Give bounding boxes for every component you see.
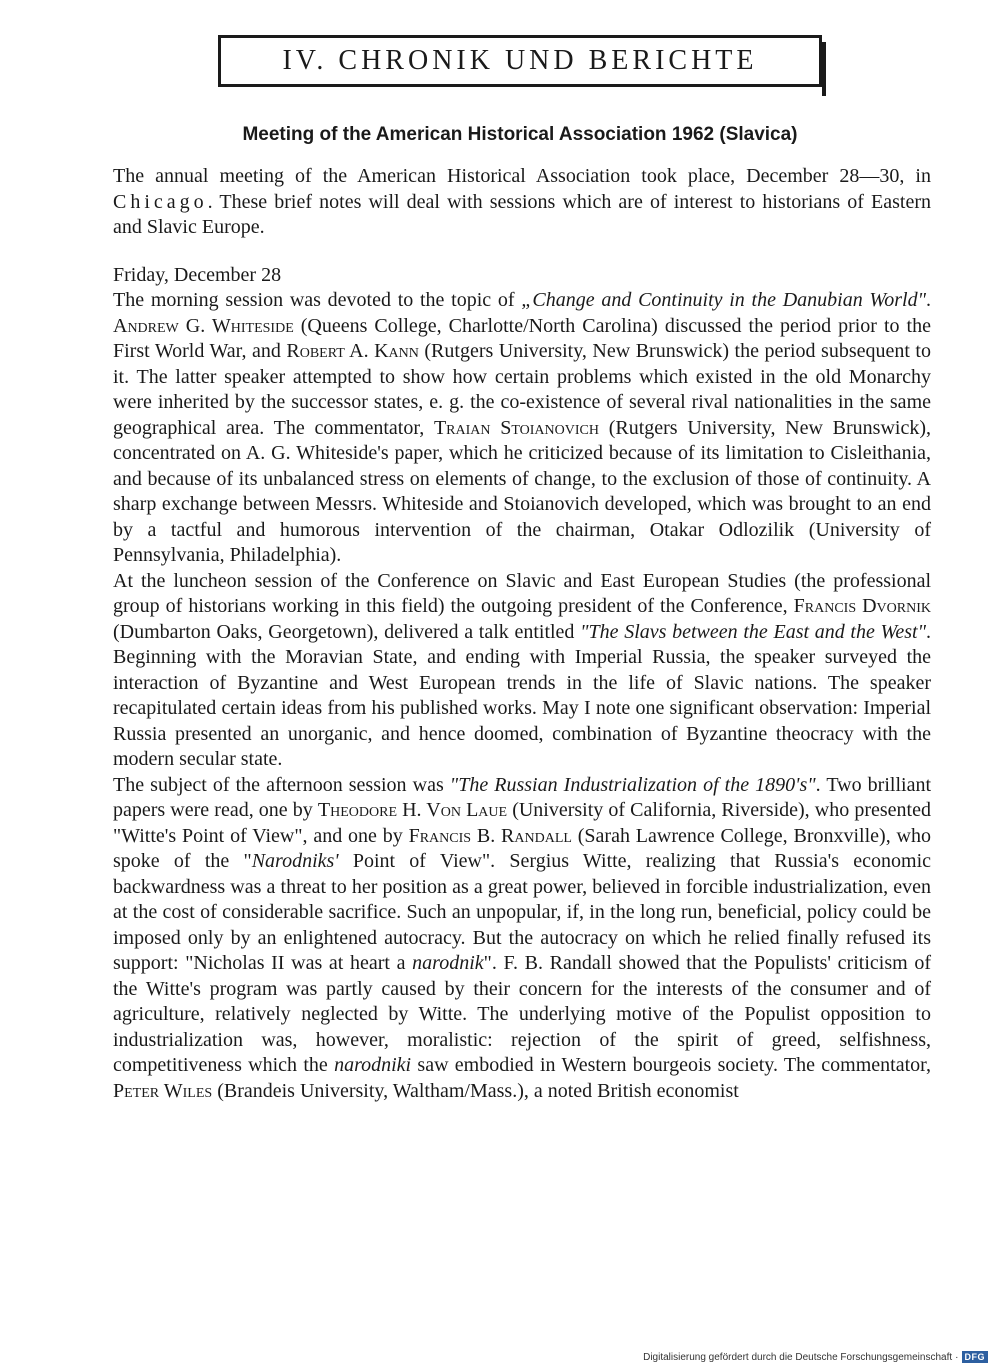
talk-title: "The Slavs between the East and the West" xyxy=(580,620,926,643)
speaker-name: Robert A. Kann xyxy=(286,340,419,362)
commentator-name: Peter Wiles xyxy=(113,1079,213,1102)
speaker-name: Francis B. Randall xyxy=(408,824,572,847)
article-title: Meeting of the American Historical Association 1962 (Slavica) xyxy=(242,124,798,145)
digitization-footer: Digitalisierung gefördert durch die Deutsche Forschungsgemeinschaft · DFG xyxy=(643,1351,988,1363)
afternoon-session-paragraph: The subject of the afternoon session was "The Russian Industrialization of the 1890's". Two brilliant papers were read, one by Theodore H. Von Laue (University of California, Riverside), who presented "Witte's Point of View", and one by Francis B. Randall (Sarah Lawrence College, Bronxville), who spoke of the "Narodniks' Point of View". Sergius Witte, realizing that Russia's economic backwardness was a threat to her position as a great power, believed in forcible industrialization, even at the cost of considerable sacrifice. Such an unpopular, if, in the long run, beneficial, policy could be imposed only by an enlightened autocracy. But the autocracy on which he relied finally refused its support: "Nicholas II was at heart a narodnik". F. B. Randall showed that the Populists' criticism of the Witte's program was partly caused by their concern for the interests of the consumer and of agriculture, relatively neglected by Witte. The underlying motive of the Populist opposition to industrialization was, however, moralistic: rejection of the spirit of greed, selfishness, competitiveness which the narodniki saw embodied in Western bourgeois society. The commentator, Peter Wiles (Brandeis University, Waltham/Mass.), a noted British economist xyxy=(113,773,932,1102)
dfg-logo-icon: DFG xyxy=(962,1351,989,1363)
city-name: Chicago xyxy=(113,190,208,213)
speaker-name: Theodore H. Von Laue xyxy=(317,799,508,821)
section-header-box xyxy=(218,35,822,87)
luncheon-session-paragraph: At the luncheon session of the Conference on Slavic and East European Studies (the professional group of historians working in this field) the outgoing president of the Conference, Francis Dvornik (Dumbarton Oaks, Georgetown), delivered a talk entitled "The Slavs between the East and the West". Beginning with the Moravian State, and ending with Imperial Russia, the speaker surveyed the interaction of Byzantine and West European trends in the life of Slavic nations. The speaker recapitulated certain ideas from his published works. May I note one significant observation: Imperial Russia presented an unorganic, and hence doomed, combination of Byzantine theocracy with the modern secular state. xyxy=(113,569,931,770)
speaker-name: Francis Dvornik xyxy=(793,595,931,617)
intro-paragraph: The annual meeting of the American Historical Association took place, December 28—30, in Chicago. These brief notes will deal with sessions which are of interest to historians of Eastern and Slavic Europe. xyxy=(113,165,931,238)
dateline: Friday, December 28 xyxy=(113,263,282,286)
section-title: IV. CHRONIK UND BERICHTE xyxy=(282,45,758,76)
morning-session-paragraph: The morning session was devoted to the topic of „Change and Continuity in the Danubian World". Andrew G. Whiteside (Queens College, Charlotte/North Carolina) discussed the period prior to the First World War, and Robert A. Kann (Rutgers University, New Brunswick) the period subsequent to it. The latter speaker attempted to show how certain problems which existed in the old Monarchy were inherited by the successor states, e. g. the co-existence of several rival nationalities in the same geographical area. The commentator, Traian Stoianovich (Rutgers University, New Brunswick), concentrated on A. G. Whiteside's paper, which he criticized because of its limitation to Cisleithania, and because of its unbalanced stress on elements of change, to the exclusion of those of continuity. A sharp exchange between Messrs. Whiteside and Stoianovich developed, which was brought to an end by a tactful and humorous intervention of the chairman, Otakar Odlozilik (University of Pennsylvania, Philadelphia). xyxy=(113,289,931,566)
article-body xyxy=(113,164,931,1104)
commentator-name: Traian Stoianovich xyxy=(433,416,599,439)
speaker-name: Andrew G. Whiteside xyxy=(113,314,294,337)
footer-text: Digitalisierung gefördert durch die Deutsche Forschungsgemeinschaft xyxy=(643,1351,953,1363)
session-topic: „Change and Continuity in the Danubian World" xyxy=(521,289,926,311)
session-topic: "The Russian Industrialization of the 1890's" xyxy=(449,773,816,796)
